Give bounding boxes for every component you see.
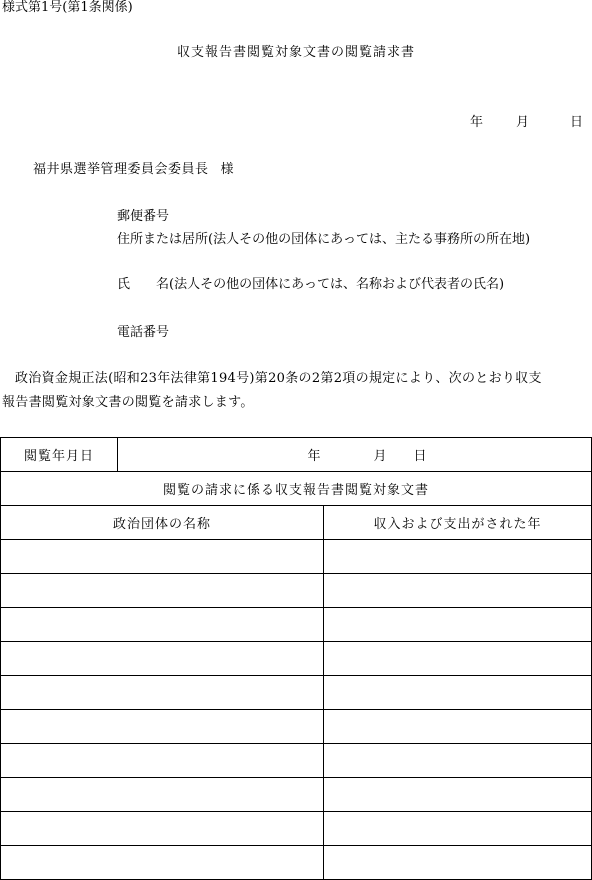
year-cell[interactable] <box>324 676 592 710</box>
table-row <box>1 778 592 812</box>
org-name-cell[interactable] <box>1 574 324 608</box>
request-date <box>470 115 583 131</box>
viewing-date-day: 日 <box>413 449 428 464</box>
org-name-cell[interactable] <box>1 812 324 846</box>
addressee <box>33 162 234 178</box>
org-name-cell[interactable] <box>1 744 324 778</box>
viewing-date-month: 月 <box>373 449 388 464</box>
requester-postal-code-label: 郵便番号 <box>117 209 170 224</box>
request-date-day: 日 <box>570 115 584 130</box>
year-cell[interactable] <box>324 608 592 642</box>
viewing-date-year: 年 <box>307 449 322 464</box>
addressee-honorific: 様 <box>220 162 235 177</box>
column-header-year: 収入および支出がされた年 <box>324 506 592 540</box>
year-cell[interactable] <box>324 778 592 812</box>
form-number: 様式第1号(第1条関係) <box>2 0 133 15</box>
org-name-cell[interactable] <box>1 710 324 744</box>
request-statement-line-2: 報告書閲覧対象文書の閲覧を請求します。 <box>2 395 254 410</box>
org-name-cell[interactable] <box>1 846 324 880</box>
year-cell[interactable] <box>324 846 592 880</box>
year-cell[interactable] <box>324 710 592 744</box>
viewing-date-field[interactable] <box>118 438 592 472</box>
request-date-month: 月 <box>516 115 530 130</box>
request-date-year: 年 <box>470 115 484 130</box>
section-heading-row <box>1 472 592 506</box>
org-name-cell[interactable] <box>1 778 324 812</box>
table-row <box>1 744 592 778</box>
year-cell[interactable] <box>324 744 592 778</box>
year-cell[interactable] <box>324 642 592 676</box>
addressee-name: 福井県選挙管理委員会委員長 <box>33 162 209 177</box>
table-row <box>1 676 592 710</box>
year-cell[interactable] <box>324 540 592 574</box>
table-row <box>1 642 592 676</box>
table-row <box>1 710 592 744</box>
table-row <box>1 812 592 846</box>
table-row <box>1 540 592 574</box>
org-name-cell[interactable] <box>1 676 324 710</box>
request-table <box>0 437 592 880</box>
table-row <box>1 608 592 642</box>
column-header-row <box>1 506 592 540</box>
requester-address-label: 住所または居所(法人その他の団体にあっては、主たる事務所の所在地) <box>117 232 531 247</box>
year-cell[interactable] <box>324 812 592 846</box>
year-cell[interactable] <box>324 574 592 608</box>
viewing-date-row <box>1 438 592 472</box>
org-name-cell[interactable] <box>1 608 324 642</box>
column-header-org-name: 政治団体の名称 <box>1 506 324 540</box>
table-row <box>1 574 592 608</box>
requester-name-label: 氏 名(法人その他の団体にあっては、名称および代表者の氏名) <box>117 277 505 292</box>
table-row <box>1 846 592 880</box>
org-name-cell[interactable] <box>1 642 324 676</box>
org-name-cell[interactable] <box>1 540 324 574</box>
document-title: 収支報告書閲覧対象文書の閲覧請求書 <box>176 45 415 60</box>
viewing-date-label: 閲覧年月日 <box>1 438 118 472</box>
section-heading: 閲覧の請求に係る収支報告書閲覧対象文書 <box>1 472 592 506</box>
request-statement-line-1: 政治資金規正法(昭和23年法律第194号)第20条の2第2項の規定により、次のとおり収支 <box>15 371 542 386</box>
requester-phone-label: 電話番号 <box>117 325 170 340</box>
